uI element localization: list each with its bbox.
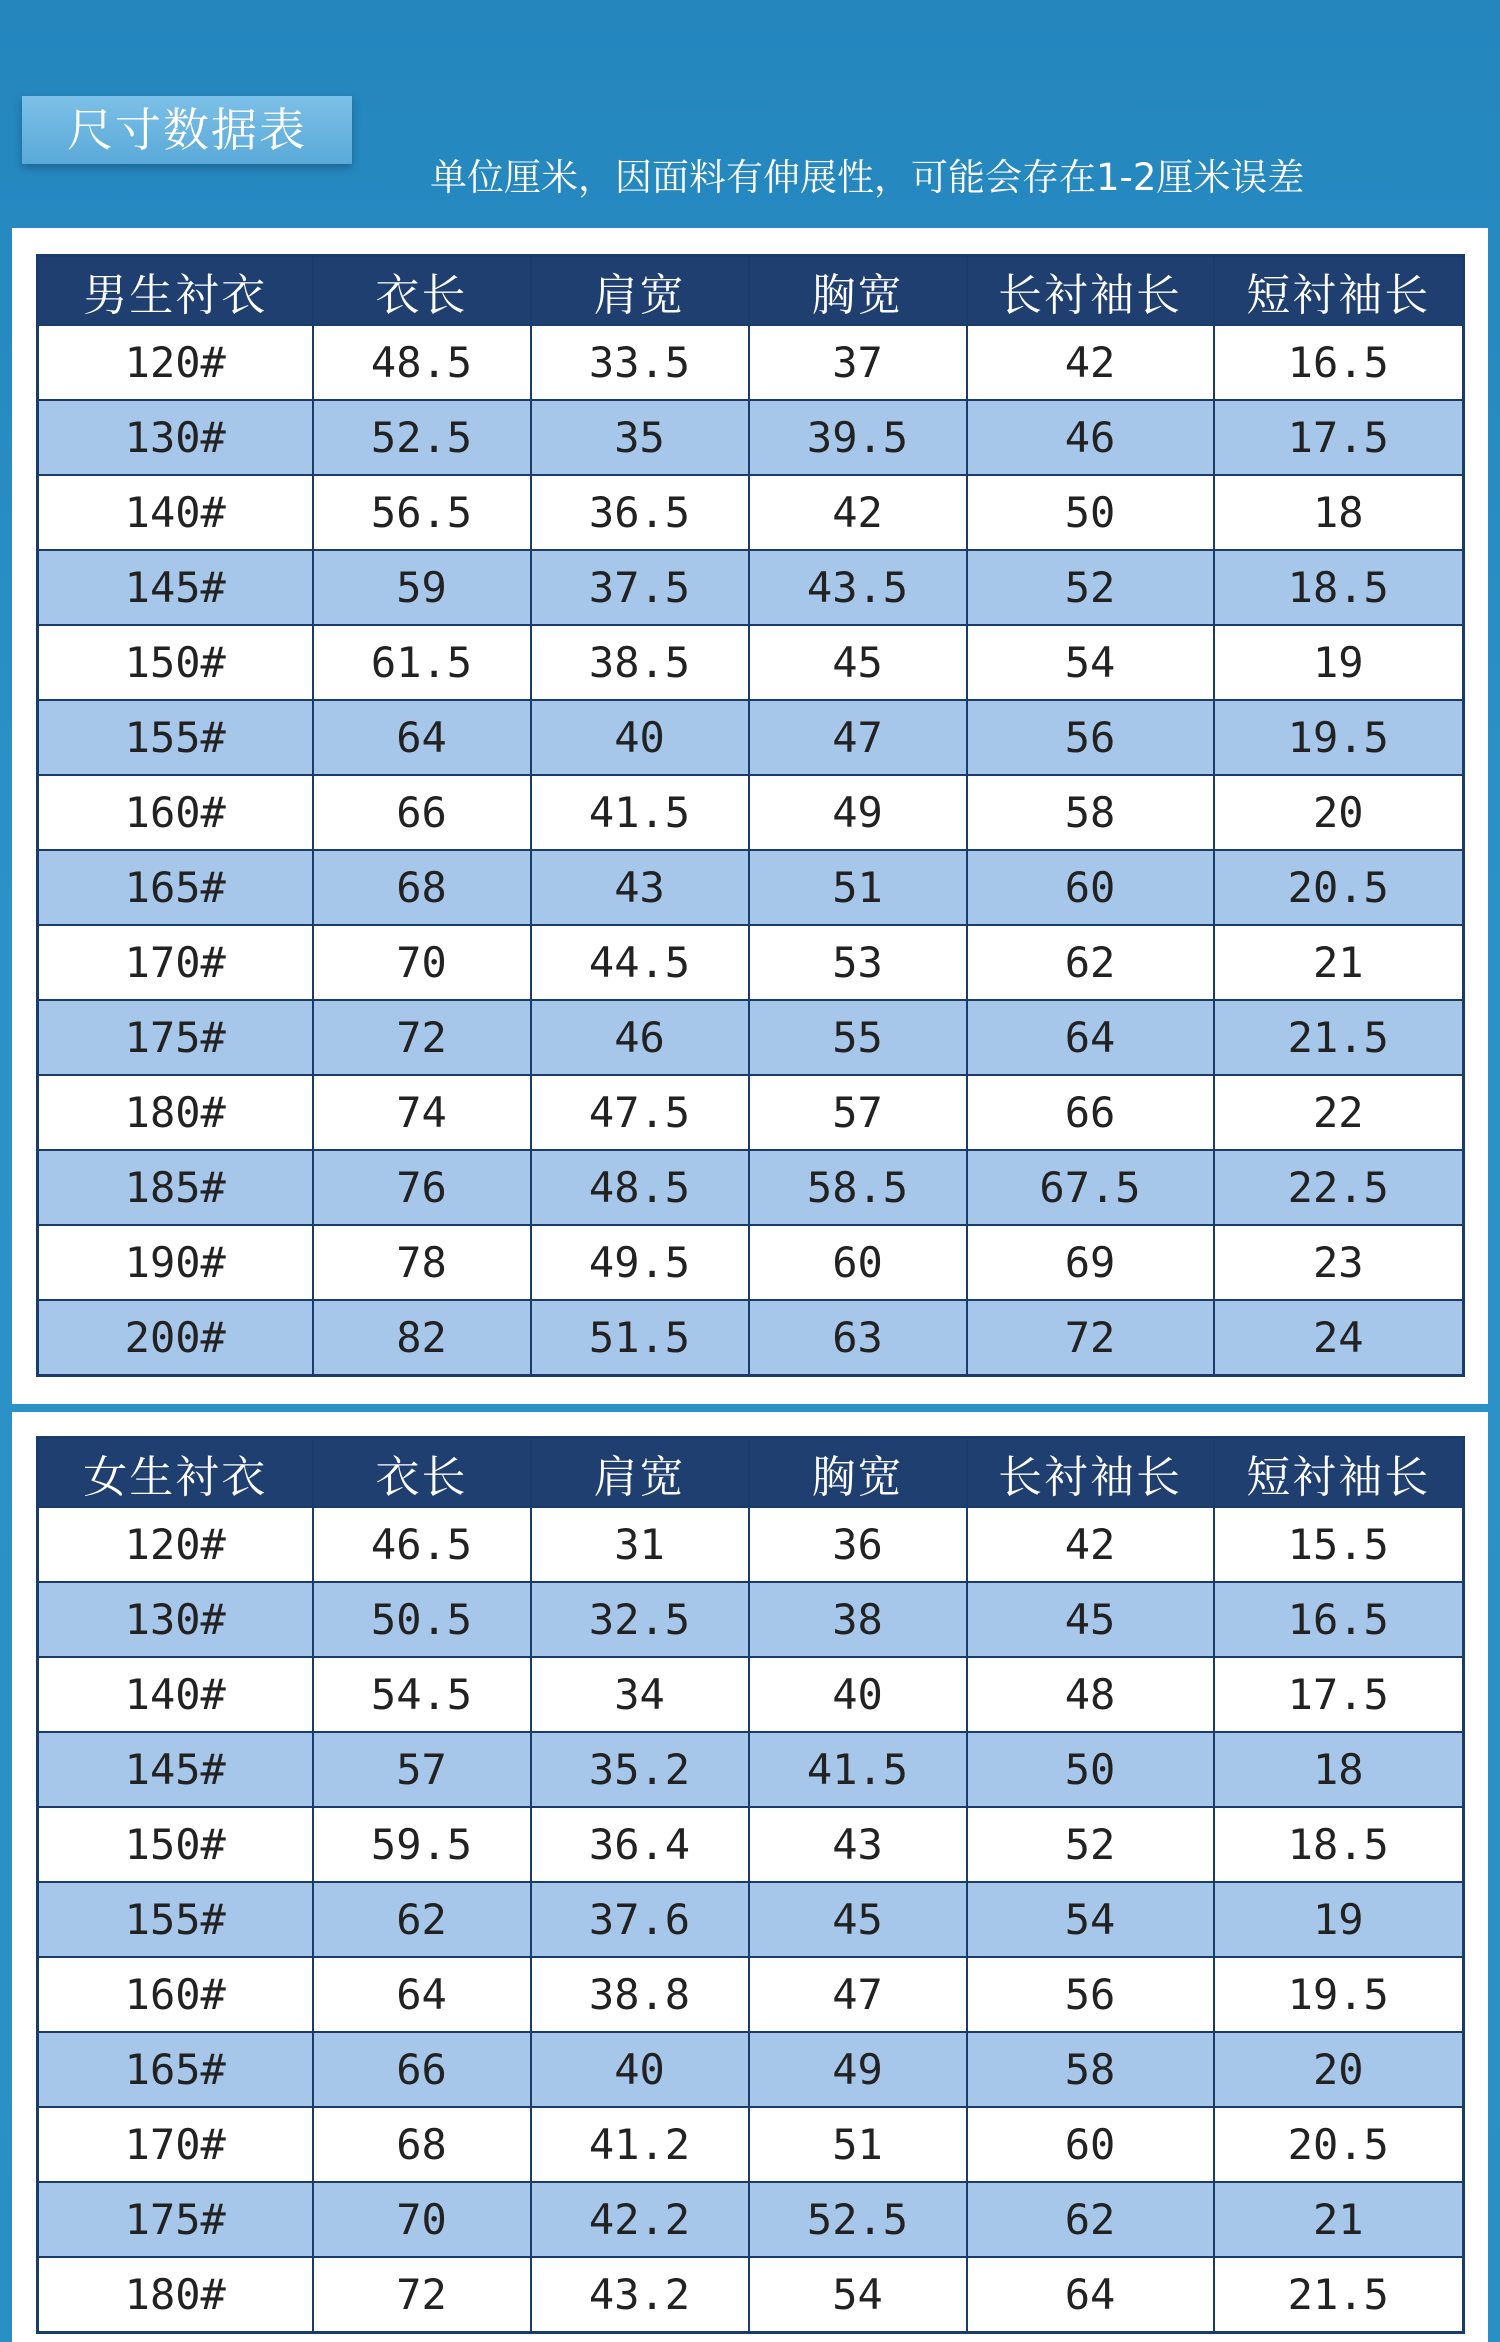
table-row bbox=[38, 1582, 1464, 1657]
measurement-cell: 56.5 bbox=[313, 475, 531, 550]
measurement-cell: 19 bbox=[1214, 1882, 1464, 1957]
size-cell: 165# bbox=[38, 850, 313, 925]
table-row bbox=[38, 2182, 1464, 2257]
table-header-row bbox=[38, 1438, 1464, 1508]
measurement-cell: 57 bbox=[313, 1732, 531, 1807]
measurement-cell: 34 bbox=[531, 1657, 749, 1732]
measurement-cell: 58.5 bbox=[749, 1150, 967, 1225]
measurement-cell: 19.5 bbox=[1214, 700, 1464, 775]
measurement-cell: 37.5 bbox=[531, 550, 749, 625]
men-size-panel bbox=[12, 228, 1488, 1404]
measurement-cell: 54 bbox=[967, 625, 1214, 700]
measurement-cell: 54.5 bbox=[313, 1657, 531, 1732]
measurement-cell: 17.5 bbox=[1214, 1657, 1464, 1732]
size-cell: 200# bbox=[38, 1300, 313, 1376]
measurement-cell: 41.5 bbox=[749, 1732, 967, 1807]
measurement-cell: 52 bbox=[967, 1807, 1214, 1882]
measurement-cell: 21.5 bbox=[1214, 1000, 1464, 1075]
size-cell: 145# bbox=[38, 550, 313, 625]
table-row bbox=[38, 2107, 1464, 2182]
measurement-cell: 43 bbox=[531, 850, 749, 925]
measurement-cell: 24 bbox=[1214, 1300, 1464, 1376]
measurement-cell: 62 bbox=[967, 925, 1214, 1000]
column-header: 长衬袖长 bbox=[967, 256, 1214, 326]
size-cell: 160# bbox=[38, 1957, 313, 2032]
size-cell: 180# bbox=[38, 2257, 313, 2333]
measurement-cell: 53 bbox=[749, 925, 967, 1000]
size-cell: 130# bbox=[38, 400, 313, 475]
size-cell: 120# bbox=[38, 325, 313, 400]
page-title: 尺寸数据表 bbox=[22, 96, 352, 164]
size-cell: 170# bbox=[38, 2107, 313, 2182]
measurement-cell: 51 bbox=[749, 2107, 967, 2182]
table-row bbox=[38, 2257, 1464, 2333]
table-header-row bbox=[38, 256, 1464, 326]
column-header: 肩宽 bbox=[531, 1438, 749, 1508]
measurement-cell: 51.5 bbox=[531, 1300, 749, 1376]
measurement-cell: 49.5 bbox=[531, 1225, 749, 1300]
column-header: 短衬袖长 bbox=[1214, 1438, 1464, 1508]
women-size-table bbox=[36, 1436, 1465, 2334]
measurement-cell: 16.5 bbox=[1214, 325, 1464, 400]
table-row bbox=[38, 850, 1464, 925]
measurement-cell: 20 bbox=[1214, 2032, 1464, 2107]
size-cell: 150# bbox=[38, 1807, 313, 1882]
measurement-cell: 64 bbox=[967, 1000, 1214, 1075]
column-header: 男生衬衣 bbox=[38, 256, 313, 326]
measurement-cell: 36 bbox=[749, 1507, 967, 1582]
measurement-cell: 19 bbox=[1214, 625, 1464, 700]
column-header: 女生衬衣 bbox=[38, 1438, 313, 1508]
column-header: 长衬袖长 bbox=[967, 1438, 1214, 1508]
measurement-cell: 18 bbox=[1214, 1732, 1464, 1807]
measurement-cell: 42 bbox=[967, 1507, 1214, 1582]
column-header: 短衬袖长 bbox=[1214, 256, 1464, 326]
table-row bbox=[38, 1000, 1464, 1075]
measurement-cell: 39.5 bbox=[749, 400, 967, 475]
measurement-cell: 68 bbox=[313, 2107, 531, 2182]
measurement-cell: 50.5 bbox=[313, 1582, 531, 1657]
measurement-cell: 50 bbox=[967, 1732, 1214, 1807]
measurement-cell: 66 bbox=[967, 1075, 1214, 1150]
size-cell: 120# bbox=[38, 1507, 313, 1582]
measurement-cell: 72 bbox=[313, 1000, 531, 1075]
measurement-cell: 20 bbox=[1214, 775, 1464, 850]
measurement-cell: 60 bbox=[749, 1225, 967, 1300]
measurement-cell: 45 bbox=[749, 1882, 967, 1957]
measurement-cell: 82 bbox=[313, 1300, 531, 1376]
measurement-cell: 69 bbox=[967, 1225, 1214, 1300]
table-row bbox=[38, 1300, 1464, 1376]
measurement-cell: 72 bbox=[967, 1300, 1214, 1376]
table-row bbox=[38, 1225, 1464, 1300]
measurement-cell: 41.5 bbox=[531, 775, 749, 850]
table-row bbox=[38, 1957, 1464, 2032]
measurement-cell: 38 bbox=[749, 1582, 967, 1657]
measurement-cell: 46.5 bbox=[313, 1507, 531, 1582]
size-cell: 180# bbox=[38, 1075, 313, 1150]
measurement-cell: 45 bbox=[967, 1582, 1214, 1657]
measurement-cell: 40 bbox=[531, 700, 749, 775]
measurement-cell: 38.8 bbox=[531, 1957, 749, 2032]
table-row bbox=[38, 400, 1464, 475]
measurement-cell: 76 bbox=[313, 1150, 531, 1225]
table-row bbox=[38, 1807, 1464, 1882]
measurement-cell: 59 bbox=[313, 550, 531, 625]
measurement-cell: 42 bbox=[967, 325, 1214, 400]
measurement-cell: 40 bbox=[531, 2032, 749, 2107]
measurement-cell: 68 bbox=[313, 850, 531, 925]
measurement-cell: 78 bbox=[313, 1225, 531, 1300]
unit-note: 单位厘米，因面料有伸展性，可能会存在1-2厘米误差 bbox=[430, 156, 1305, 199]
measurement-cell: 21 bbox=[1214, 2182, 1464, 2257]
measurement-cell: 56 bbox=[967, 1957, 1214, 2032]
table-row bbox=[38, 550, 1464, 625]
measurement-cell: 20.5 bbox=[1214, 2107, 1464, 2182]
table-row bbox=[38, 1657, 1464, 1732]
measurement-cell: 60 bbox=[967, 2107, 1214, 2182]
table-row bbox=[38, 1882, 1464, 1957]
measurement-cell: 46 bbox=[967, 400, 1214, 475]
measurement-cell: 16.5 bbox=[1214, 1582, 1464, 1657]
measurement-cell: 44.5 bbox=[531, 925, 749, 1000]
measurement-cell: 49 bbox=[749, 2032, 967, 2107]
measurement-cell: 21 bbox=[1214, 925, 1464, 1000]
measurement-cell: 46 bbox=[531, 1000, 749, 1075]
size-cell: 130# bbox=[38, 1582, 313, 1657]
column-header: 衣长 bbox=[313, 1438, 531, 1508]
measurement-cell: 48.5 bbox=[313, 325, 531, 400]
measurement-cell: 72 bbox=[313, 2257, 531, 2333]
table-row bbox=[38, 1507, 1464, 1582]
size-cell: 155# bbox=[38, 700, 313, 775]
measurement-cell: 74 bbox=[313, 1075, 531, 1150]
measurement-cell: 52 bbox=[967, 550, 1214, 625]
measurement-cell: 62 bbox=[313, 1882, 531, 1957]
measurement-cell: 20.5 bbox=[1214, 850, 1464, 925]
measurement-cell: 57 bbox=[749, 1075, 967, 1150]
table-row bbox=[38, 325, 1464, 400]
measurement-cell: 47.5 bbox=[531, 1075, 749, 1150]
measurement-cell: 35.2 bbox=[531, 1732, 749, 1807]
column-header: 衣长 bbox=[313, 256, 531, 326]
size-cell: 185# bbox=[38, 1150, 313, 1225]
measurement-cell: 36.5 bbox=[531, 475, 749, 550]
measurement-cell: 43 bbox=[749, 1807, 967, 1882]
measurement-cell: 58 bbox=[967, 775, 1214, 850]
column-header: 胸宽 bbox=[749, 256, 967, 326]
measurement-cell: 51 bbox=[749, 850, 967, 925]
measurement-cell: 70 bbox=[313, 2182, 531, 2257]
size-cell: 165# bbox=[38, 2032, 313, 2107]
measurement-cell: 45 bbox=[749, 625, 967, 700]
measurement-cell: 42 bbox=[749, 475, 967, 550]
measurement-cell: 31 bbox=[531, 1507, 749, 1582]
table-row bbox=[38, 1075, 1464, 1150]
column-header: 胸宽 bbox=[749, 1438, 967, 1508]
measurement-cell: 22 bbox=[1214, 1075, 1464, 1150]
measurement-cell: 64 bbox=[967, 2257, 1214, 2333]
size-cell: 145# bbox=[38, 1732, 313, 1807]
men-size-table bbox=[36, 254, 1465, 1377]
measurement-cell: 59.5 bbox=[313, 1807, 531, 1882]
size-cell: 175# bbox=[38, 2182, 313, 2257]
measurement-cell: 36.4 bbox=[531, 1807, 749, 1882]
column-header: 肩宽 bbox=[531, 256, 749, 326]
measurement-cell: 35 bbox=[531, 400, 749, 475]
table-row bbox=[38, 1732, 1464, 1807]
measurement-cell: 54 bbox=[967, 1882, 1214, 1957]
measurement-cell: 55 bbox=[749, 1000, 967, 1075]
size-cell: 160# bbox=[38, 775, 313, 850]
measurement-cell: 47 bbox=[749, 1957, 967, 2032]
measurement-cell: 60 bbox=[967, 850, 1214, 925]
measurement-cell: 43.5 bbox=[749, 550, 967, 625]
measurement-cell: 19.5 bbox=[1214, 1957, 1464, 2032]
table-row bbox=[38, 625, 1464, 700]
measurement-cell: 48 bbox=[967, 1657, 1214, 1732]
measurement-cell: 18.5 bbox=[1214, 1807, 1464, 1882]
measurement-cell: 22.5 bbox=[1214, 1150, 1464, 1225]
table-row bbox=[38, 700, 1464, 775]
measurement-cell: 66 bbox=[313, 2032, 531, 2107]
measurement-cell: 15.5 bbox=[1214, 1507, 1464, 1582]
table-row bbox=[38, 775, 1464, 850]
measurement-cell: 64 bbox=[313, 700, 531, 775]
measurement-cell: 48.5 bbox=[531, 1150, 749, 1225]
measurement-cell: 47 bbox=[749, 700, 967, 775]
measurement-cell: 38.5 bbox=[531, 625, 749, 700]
table-row bbox=[38, 925, 1464, 1000]
size-cell: 150# bbox=[38, 625, 313, 700]
measurement-cell: 21.5 bbox=[1214, 2257, 1464, 2333]
measurement-cell: 63 bbox=[749, 1300, 967, 1376]
measurement-cell: 56 bbox=[967, 700, 1214, 775]
measurement-cell: 42.2 bbox=[531, 2182, 749, 2257]
measurement-cell: 58 bbox=[967, 2032, 1214, 2107]
measurement-cell: 62 bbox=[967, 2182, 1214, 2257]
measurement-cell: 66 bbox=[313, 775, 531, 850]
measurement-cell: 37 bbox=[749, 325, 967, 400]
measurement-cell: 70 bbox=[313, 925, 531, 1000]
measurement-cell: 64 bbox=[313, 1957, 531, 2032]
measurement-cell: 18 bbox=[1214, 475, 1464, 550]
measurement-cell: 52.5 bbox=[313, 400, 531, 475]
size-cell: 170# bbox=[38, 925, 313, 1000]
measurement-cell: 23 bbox=[1214, 1225, 1464, 1300]
measurement-cell: 67.5 bbox=[967, 1150, 1214, 1225]
measurement-cell: 17.5 bbox=[1214, 400, 1464, 475]
measurement-cell: 54 bbox=[749, 2257, 967, 2333]
measurement-cell: 50 bbox=[967, 475, 1214, 550]
table-row bbox=[38, 1150, 1464, 1225]
size-cell: 175# bbox=[38, 1000, 313, 1075]
measurement-cell: 43.2 bbox=[531, 2257, 749, 2333]
size-cell: 155# bbox=[38, 1882, 313, 1957]
size-cell: 140# bbox=[38, 475, 313, 550]
measurement-cell: 40 bbox=[749, 1657, 967, 1732]
table-row bbox=[38, 2032, 1464, 2107]
measurement-cell: 32.5 bbox=[531, 1582, 749, 1657]
women-size-panel bbox=[12, 1412, 1488, 2342]
measurement-cell: 61.5 bbox=[313, 625, 531, 700]
measurement-cell: 41.2 bbox=[531, 2107, 749, 2182]
measurement-cell: 49 bbox=[749, 775, 967, 850]
measurement-cell: 37.6 bbox=[531, 1882, 749, 1957]
measurement-cell: 52.5 bbox=[749, 2182, 967, 2257]
table-row bbox=[38, 475, 1464, 550]
size-cell: 190# bbox=[38, 1225, 313, 1300]
size-cell: 140# bbox=[38, 1657, 313, 1732]
measurement-cell: 33.5 bbox=[531, 325, 749, 400]
measurement-cell: 18.5 bbox=[1214, 550, 1464, 625]
